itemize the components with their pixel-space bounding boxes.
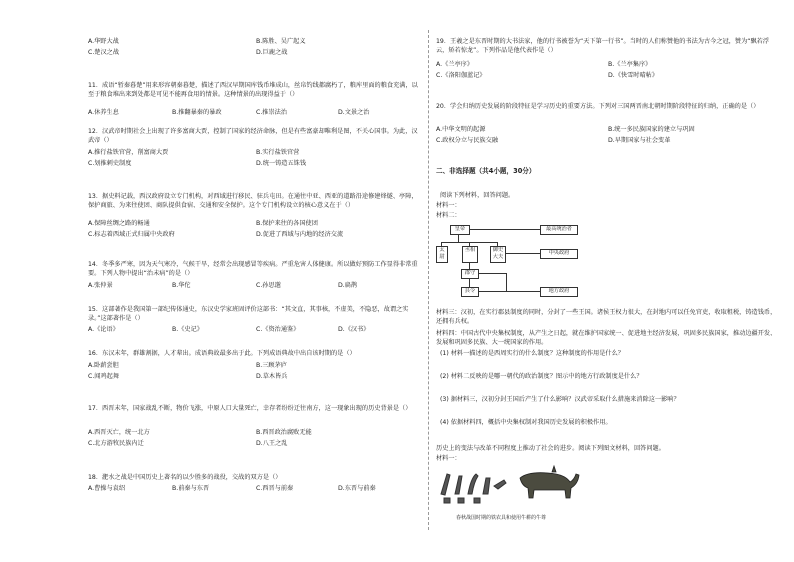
q14-option-a: A.张仲景 bbox=[88, 282, 113, 289]
illustration-caption: 春秋战国时期的铁农具和使用牛耕的牛尊 bbox=[456, 515, 547, 521]
iron-tool-head-icon bbox=[474, 498, 480, 503]
material-5-label: 材料一： bbox=[436, 455, 461, 462]
q18-option-a: A.曹操与袁绍 bbox=[88, 485, 126, 492]
q20-option-a: A.中华文明的起源 bbox=[436, 126, 486, 133]
iron-hoe-icon bbox=[441, 474, 450, 495]
sub-question-1: (1) 材料一描述的是西周实行的什么制度？这种制度的作用是什么？ bbox=[440, 350, 624, 357]
iron-tool-head-icon bbox=[458, 498, 464, 503]
q16-option-b: B.三顾茅庐 bbox=[256, 362, 287, 369]
question-15: 15．这部著作是我国第一部纪传体通史，东汉史学家班固评价这部书：“其文直，其事核，不虚美，不隐恶，故谓之实录。”这部著作是（） bbox=[88, 306, 409, 322]
q12-option-c: C.划推刺史制度 bbox=[88, 160, 132, 167]
question-17: 17．西晋末年，国家战乱不断，物价飞涨，中原人口大量死亡，幸存者纷纷迁往南方，这一现象出现的历史背景是（） bbox=[88, 405, 412, 412]
question-14: 14．冬季多严寒，因为天气寒冷，气候干旱，经常会出现感冒等疾病。严重危害人体健康。所以做好预防工作显得非常重要。下列人物中提出“治未病”的是（） bbox=[88, 261, 418, 277]
q14-option-b: B.华佗 bbox=[172, 282, 191, 289]
q15-option-a: A.《论语》 bbox=[88, 326, 119, 333]
column-divider bbox=[428, 30, 429, 530]
question-13: 13．据史料记载，西汉政府设立专门机构，对西域进行移民、驻兵屯田。在通往中亚、西亚的道路沿途修建烽燧、亭障，保护商旅、为来往使团、商队提供食宿、交通和安全保护。这个专门机构设立的核心意义在于（） bbox=[88, 193, 418, 209]
q11-option-a: A.休养生息 bbox=[88, 109, 119, 116]
question-20: 20．学会归纳历史发展的阶段特征是学习历史的重要方法。下列对三国两晋南北朝时期阶段特征的归纳，正确的是（） bbox=[436, 103, 760, 110]
sub-question-4: (4) 依据材料四，概括中央集权制对我国历史发展的积极作用。 bbox=[440, 419, 612, 426]
q12-option-d: D.统一铸造五铢钱 bbox=[256, 160, 307, 167]
sub-question-3: (3) 据材料三，汉初分封王国后产生了什么影响？汉武帝采取什么措施来消除这一影响？ bbox=[440, 396, 680, 403]
right-column bbox=[436, 0, 786, 562]
diagram-connector bbox=[458, 234, 459, 242]
q11-option-c: C.推崇法治 bbox=[256, 109, 288, 116]
ox-zun-icon bbox=[520, 466, 579, 498]
diagram-taiwei: 太尉 bbox=[436, 246, 448, 263]
material-2-label: 材料二： bbox=[436, 212, 461, 219]
q18-option-b: B.前秦与东晋 bbox=[172, 485, 210, 492]
q19-option-c: C.《洛阳伽蓝记》 bbox=[436, 72, 486, 79]
q19-option-a: A.《兰亭序》 bbox=[436, 61, 474, 68]
iron-sickle-icon bbox=[468, 474, 478, 494]
diagram-connector bbox=[506, 273, 507, 291]
iron-tool-icon bbox=[494, 480, 506, 489]
diagram-connector bbox=[469, 262, 470, 269]
q19-option-b: B.《兰亭集序》 bbox=[608, 61, 652, 68]
q13-option-c: C.标志着西域正式归属中央政府 bbox=[88, 231, 175, 238]
q16-option-c: C.闻鸡起舞 bbox=[88, 373, 120, 380]
q19-option-d: D.《快雪时晴帖》 bbox=[608, 72, 659, 79]
diagram-censor: 御史大夫 bbox=[490, 246, 506, 263]
q10-option-a: A.华野大战 bbox=[88, 38, 119, 45]
q16-option-d: D.草木皆兵 bbox=[256, 373, 288, 380]
iron-spade-icon bbox=[455, 476, 462, 494]
diagram-connector bbox=[469, 278, 470, 287]
diagram-central-government: 中央政府 bbox=[540, 249, 578, 259]
diagram-connector bbox=[478, 273, 506, 274]
q11-option-b: B.推翻暴秦的暴政 bbox=[172, 109, 222, 116]
q14-option-d: D.扁鹊 bbox=[338, 282, 358, 289]
q16-option-a: A.卧薪尝胆 bbox=[88, 362, 119, 369]
material-3: 材料三：汉初，在实行郡县制度的同时，分封了一些王国。诸侯王权力很大，在封地内可以任免官吏，收取租税，铸造钱币，还拥有兵权。 bbox=[436, 309, 777, 325]
iron-tools-ox-zun-illustration bbox=[438, 464, 588, 514]
diagram-supreme-ruler: 最高统治者 bbox=[540, 225, 578, 235]
question-16: 16．东汉末年，群雄割据，人才辈出。成语典故最多出于此。下列成语典故中出自该时期的是（） bbox=[88, 350, 356, 357]
iron-plough-icon bbox=[483, 478, 490, 494]
q20-option-d: D.早期国家与社会变革 bbox=[608, 137, 671, 144]
q17-option-c: C.北方游牧民族内迁 bbox=[88, 440, 144, 447]
q11-option-d: D.文景之治 bbox=[338, 109, 370, 116]
q20-option-c: C.政权分立与民族交融 bbox=[436, 137, 498, 144]
q13-option-b: B.保护来往的各国使团 bbox=[256, 220, 318, 227]
q10-option-b: B.陈胜、吴广起义 bbox=[256, 38, 306, 45]
q15-option-d: D.《汉书》 bbox=[338, 326, 370, 333]
q17-option-b: B.西晋政治腐败无能 bbox=[256, 429, 312, 436]
q10-option-c: C.楚汉之战 bbox=[88, 49, 120, 56]
q18-option-c: C.西晋与前秦 bbox=[256, 485, 294, 492]
diagram-emperor: 皇帝 bbox=[450, 225, 470, 235]
q17-option-d: D.八王之乱 bbox=[256, 440, 288, 447]
q20-option-b: B.统一多民族国家的建立与巩固 bbox=[608, 126, 695, 133]
q14-option-c: C.孙思邈 bbox=[256, 282, 281, 289]
question-19: 19．王羲之是东晋时期的大书法家，他的行书被誉为“天下第一行书”。当时的人们称赞他的书法为古今之冠，赞为“飘若浮云，矫若惊龙”。下列作品是他代表作是（） bbox=[436, 38, 770, 54]
diagram-connector bbox=[469, 229, 540, 230]
diagram-commandery: 郡守 bbox=[461, 269, 479, 279]
diagram-county: 县令 bbox=[461, 287, 479, 297]
q15-option-c: C.《资治通鉴》 bbox=[256, 326, 300, 333]
diagram-chancellor: 丞相 bbox=[462, 246, 478, 263]
q18-option-d: D.东晋与前秦 bbox=[338, 485, 376, 492]
question-12: 12．汉武帝时期社会上出现了许多富商大贾，控制了国家的经济命脉，但是有些富豪却唯利是图，不关心国事。为此，汉武帝（） bbox=[88, 128, 418, 144]
diagram-connector bbox=[478, 291, 540, 292]
q17-option-a: A.西晋灭亡，统一北方 bbox=[88, 429, 150, 436]
sub-question-2: (2) 材料二反映的是哪一朝代的政治制度？图示中的地方行政制度是什么？ bbox=[440, 373, 643, 380]
q12-option-a: A.推行盐铁官营，削富商大贾 bbox=[88, 149, 169, 156]
q13-option-d: D.促进了西域与内地的经济交流 bbox=[256, 231, 344, 238]
q12-option-b: B.实行盐铁官营 bbox=[256, 149, 300, 156]
material-1-label: 材料一： bbox=[436, 202, 461, 209]
diagram-local-government: 地方政府 bbox=[540, 287, 578, 297]
q15-option-b: B.《史记》 bbox=[172, 326, 203, 333]
government-structure-diagram bbox=[436, 222, 616, 306]
q10-option-d: D.巨鹿之战 bbox=[256, 49, 288, 56]
section-heading: 二、非选择题（共4小题，30分） bbox=[436, 167, 536, 175]
question-11: 11．成语“暂秦暮楚”用来形容朝秦暮楚，描述了西汉早期国库钱币堆成山，丝帛钓线都腐朽了，粮库里面的粮食充满，以至于粮食堆出来到处都是可见不能再食用的情景。这种情景的出现得益于（） bbox=[88, 82, 418, 98]
question-22-intro: 历史上的变法与改革不同程度上推动了社会的进步。阅读下列图文材料，回答问题。 bbox=[436, 445, 665, 452]
iron-tool-head-icon bbox=[444, 498, 450, 503]
left-column bbox=[88, 0, 422, 562]
q13-option-a: A.保障丝绸之路的畅通 bbox=[88, 220, 150, 227]
diagram-connector bbox=[505, 253, 540, 254]
material-4: 材料四：中国古代中央集权制度，从产生之日起，就在维护国家统一、促进地主经济发展，巩固多民族国家，推动边疆开发、发展和巩固多民族、大一统国家的作用。 bbox=[436, 330, 777, 346]
question-18: 18．淝水之战是中国历史上著名的以少胜多的战役，交战的双方是（） bbox=[88, 474, 282, 481]
question-21-intro: 阅读下列材料，回答问题。 bbox=[440, 192, 515, 199]
